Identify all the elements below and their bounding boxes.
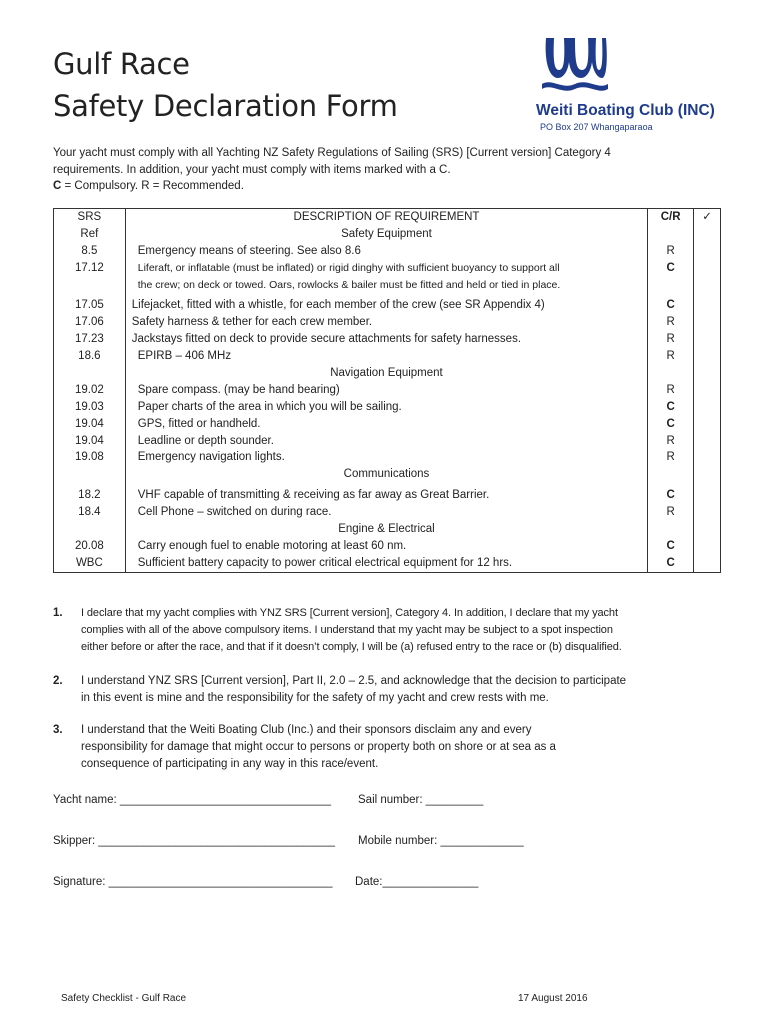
declaration-line: responsibility for damage that might occur to persons or property both on shore or at sea as a (81, 740, 556, 753)
desc-cell: Jackstays fitted on deck to provide secure attachments for safety harnesses. (131, 333, 522, 346)
declaration-1 (53, 605, 713, 655)
page-title-line2: Safety Declaration Form (53, 89, 398, 123)
cr-cell: R (666, 506, 675, 519)
cr-cell: R (666, 350, 675, 363)
skipper-field[interactable]: Skipper: _____________________________________ (53, 835, 336, 847)
desc-cell: Sufficient battery capacity to power critical electrical equipment for 12 hrs. (137, 556, 513, 569)
desc-cell: Emergency navigation lights. (137, 451, 285, 464)
table-row (54, 209, 721, 573)
desc-cell: GPS, fitted or handheld. (137, 417, 261, 430)
footer-left: Safety Checklist - Gulf Race (61, 993, 187, 1004)
cr-cell: R (666, 383, 675, 396)
footer-date: 17 August 2016 (518, 993, 588, 1004)
legend-text: = Compulsory. R = Recommended. (61, 180, 244, 192)
description-column (125, 209, 647, 573)
cr-cell: C (666, 417, 675, 430)
cr-cell: R (666, 434, 675, 447)
cr-column (648, 209, 694, 573)
cr-cell: C (666, 299, 675, 312)
declaration-2 (53, 673, 713, 707)
mobile-number-field[interactable]: Mobile number: _____________ (358, 835, 524, 847)
legend-c: C (53, 180, 62, 192)
desc-cell: the crew; on deck or towed. Oars, rowlocks & bailer must be fitted and held or tied in place. (137, 278, 561, 291)
cr-cell: R (666, 451, 675, 464)
cr-cell: C (666, 400, 675, 413)
declaration-line: either before or after the race, and that if it doesn’t comply, I will be (a) refused entry to the race or (b) disqualified. (81, 640, 622, 653)
desc-cell: Spare compass. (may be hand bearing) (137, 383, 340, 396)
ref-cell: 18.4 (78, 506, 101, 519)
header-cr: C/R (660, 211, 681, 223)
intro-text (53, 145, 713, 195)
cr-cell: R (666, 316, 675, 329)
ref-cell: 19.03 (74, 400, 104, 413)
desc-cell: EPIRB – 406 MHz (137, 350, 232, 363)
section-title: Engine & Electrical (338, 523, 435, 536)
check-column[interactable] (694, 209, 721, 573)
header-description: DESCRIPTION OF REQUIREMENT (293, 211, 480, 223)
club-address: PO Box 207 Whangaparaoa (540, 122, 653, 132)
ref-cell: WBC (75, 556, 103, 569)
intro-line2: requirements. In addition, your yacht must comply with items marked with a C. (53, 163, 451, 176)
declaration-line: consequence of participating in any way in this race/event. (81, 757, 379, 770)
ref-cell: 17.06 (74, 316, 104, 329)
desc-cell: Safety harness & tether for each crew member. (131, 316, 373, 329)
cr-cell: C (666, 261, 675, 274)
cr-cell: C (666, 556, 675, 569)
declaration-line: I understand that the Weiti Boating Club (Inc.) and their sponsors disclaim any and every (81, 724, 532, 736)
date-field[interactable]: Date:_______________ (355, 876, 479, 888)
ref-cell: 19.04 (74, 434, 104, 447)
desc-cell: Emergency means of steering. See also 8.6 (137, 244, 361, 257)
header-srs: SRS (77, 211, 102, 223)
ref-cell: 18.2 (78, 489, 101, 502)
club-logo (536, 34, 732, 134)
ref-cell: 8.5 (81, 244, 98, 257)
section-title: Navigation Equipment (330, 367, 443, 380)
desc-cell: Lifejacket, fitted with a whistle, for each member of the crew (see SR Appendix 4) (131, 299, 545, 312)
cr-cell: C (666, 539, 675, 552)
section-title: Safety Equipment (341, 227, 432, 240)
intro-line1: Your yacht must comply with all Yachting NZ Safety Regulations of Sailing (SRS) [Current version] Category 4 (53, 147, 611, 159)
yacht-name-field[interactable]: Yacht name: _________________________________ (53, 794, 331, 806)
header-ref: Ref (80, 227, 99, 240)
desc-cell: Liferaft, or inflatable (must be inflated) or rigid dinghy with sufficient buoyancy to support all (137, 261, 560, 274)
ref-cell: 20.08 (74, 539, 104, 552)
cr-cell: C (666, 489, 675, 502)
ref-cell: 17.23 (74, 333, 104, 346)
desc-cell: Paper charts of the area in which you will be sailing. (137, 400, 402, 413)
desc-cell: Carry enough fuel to enable motoring at least 60 nm. (137, 539, 407, 552)
declaration-number: 2. (53, 675, 63, 687)
cr-cell: R (666, 244, 675, 257)
declaration-number: 3. (53, 724, 63, 736)
desc-cell: Leadline or depth sounder. (137, 434, 274, 447)
ref-cell: 19.04 (74, 417, 104, 430)
check-icon: ✓ (702, 211, 712, 223)
declaration-line: in this event is mine and the responsibility for the safety of my yacht and crew rests with me. (81, 691, 549, 704)
page-title-line1: Gulf Race (53, 47, 190, 81)
desc-cell: VHF capable of transmitting & receiving as far away as Great Barrier. (137, 489, 490, 502)
signature-field[interactable]: Signature: ___________________________________ (53, 876, 333, 888)
requirements-table (53, 208, 721, 573)
ref-column (54, 209, 126, 573)
declaration-line: I declare that my yacht complies with YNZ SRS [Current version], Category 4. In addition, I declare that my yacht (81, 607, 618, 619)
declaration-number: 1. (53, 607, 63, 619)
desc-cell: Cell Phone – switched on during race. (137, 506, 332, 519)
ref-cell: 19.08 (74, 451, 104, 464)
declaration-line: I understand YNZ SRS [Current version], Part II, 2.0 – 2.5, and acknowledge that the decision to participate (81, 675, 627, 687)
sail-number-field[interactable]: Sail number: _________ (358, 794, 484, 806)
weiti-w-logo-icon (542, 34, 608, 96)
cr-cell: R (666, 333, 675, 346)
ref-cell: 17.12 (74, 261, 104, 274)
section-title: Communications (343, 468, 430, 481)
ref-cell: 18.6 (78, 350, 101, 363)
ref-cell: 19.02 (74, 383, 104, 396)
ref-cell: 17.05 (74, 299, 104, 312)
declaration-line: complies with all of the above compulsory items. I understand that my yacht may be subject to a spot inspection (81, 623, 613, 636)
declaration-3 (53, 722, 713, 772)
club-name: Weiti Boating Club (INC) (536, 102, 715, 119)
intro-legend (53, 178, 713, 195)
